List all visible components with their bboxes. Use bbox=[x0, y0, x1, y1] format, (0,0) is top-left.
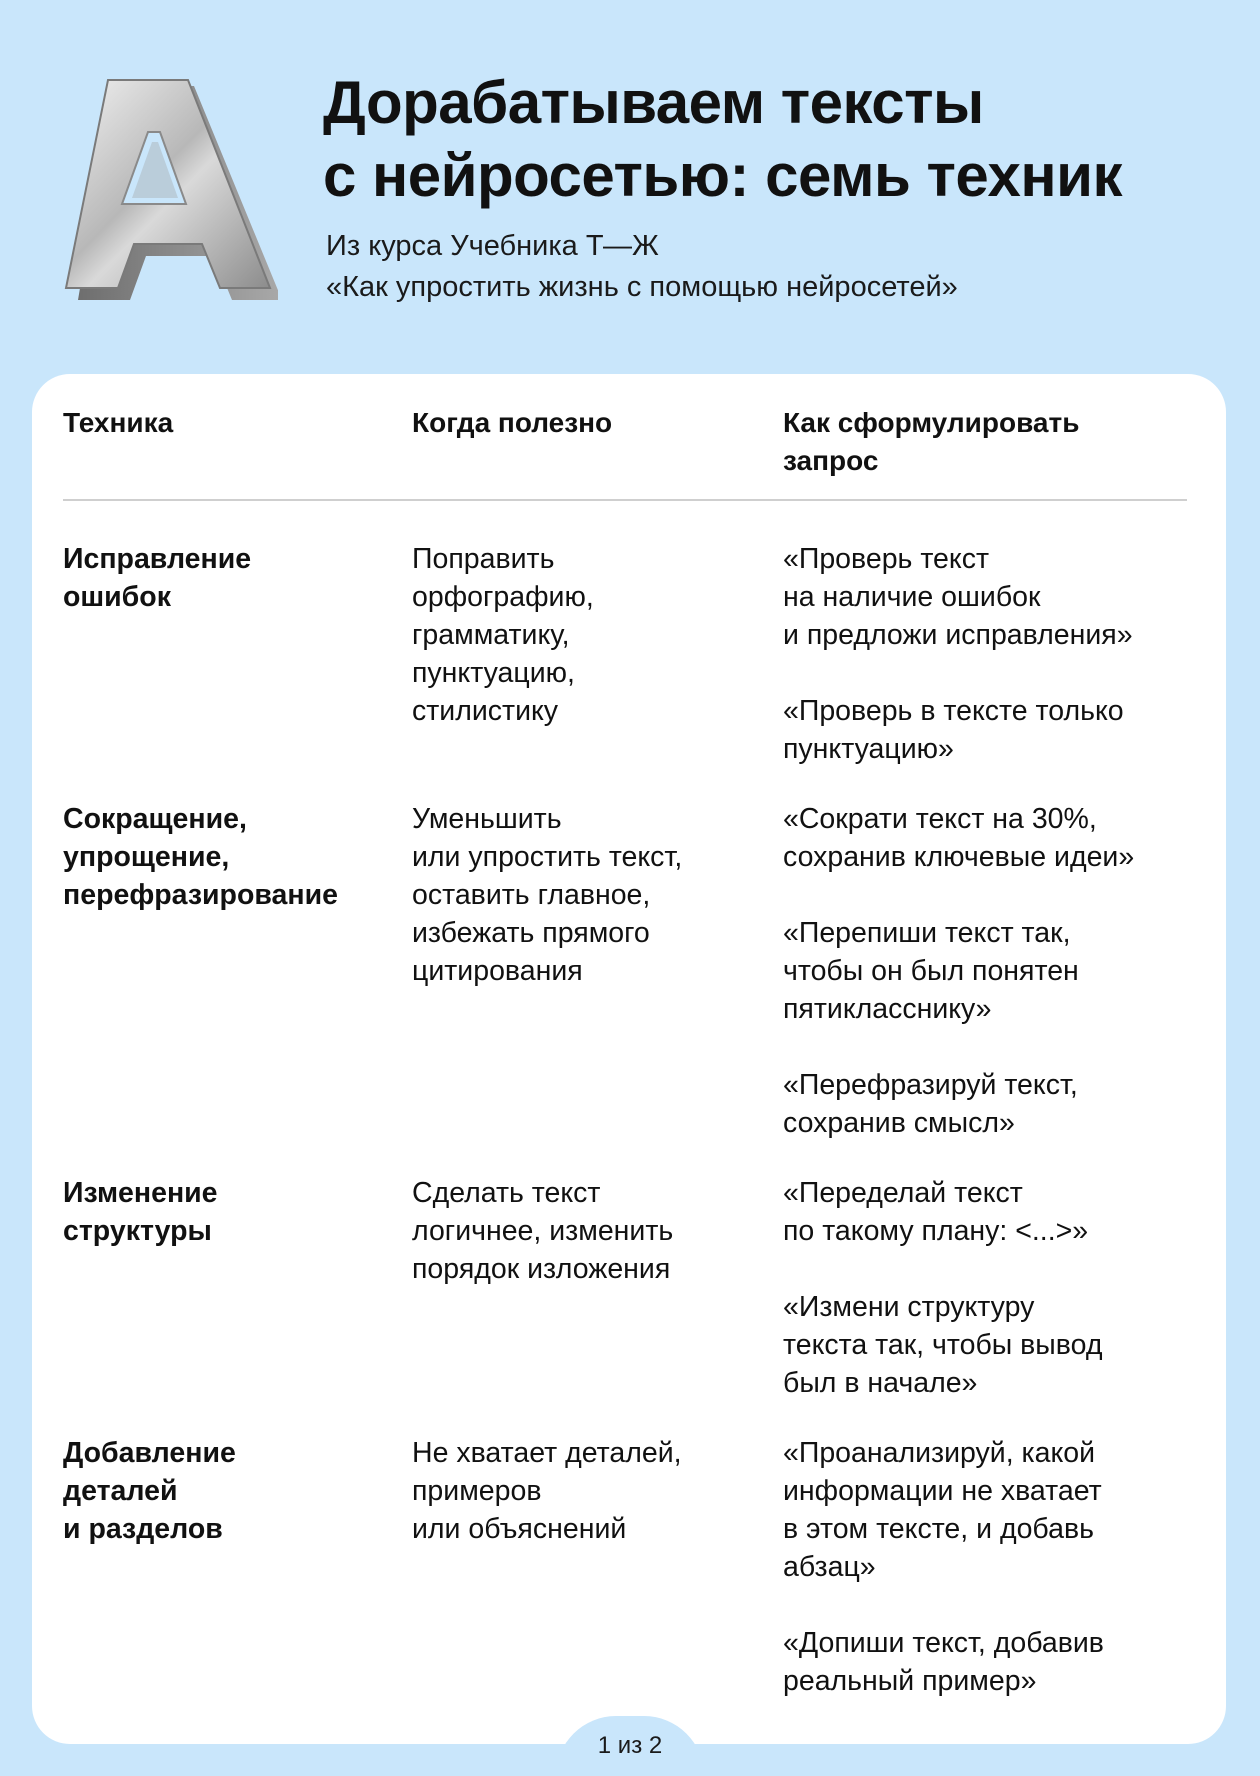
when-line: или упростить текст, bbox=[412, 841, 683, 873]
header-when: Когда полезно bbox=[412, 407, 613, 438]
prompts-cell bbox=[783, 1174, 1193, 1402]
when-line: орфографию, bbox=[412, 581, 594, 613]
when-line: Уменьшить bbox=[412, 803, 562, 835]
when-cell bbox=[412, 1174, 772, 1288]
header-how bbox=[783, 404, 1193, 480]
when-line: пунктуацию, bbox=[412, 657, 575, 689]
technique-line: деталей bbox=[63, 1475, 178, 1507]
technique-line: перефразирование bbox=[63, 879, 338, 911]
page-indicator: 1 из 2 bbox=[556, 1716, 704, 1776]
prompt-line: «Перепиши текст так, bbox=[783, 917, 1071, 949]
technique-line: ошибок bbox=[63, 581, 171, 613]
prompt-example bbox=[783, 1066, 1193, 1142]
letter-a-3d-icon bbox=[48, 72, 278, 307]
technique-line: Добавление bbox=[63, 1437, 236, 1469]
when-line: логичнее, изменить bbox=[412, 1215, 674, 1247]
technique-line: Исправление bbox=[63, 543, 252, 575]
prompt-line: «Проанализируй, какой bbox=[783, 1437, 1096, 1469]
when-line: примеров bbox=[412, 1475, 542, 1507]
prompt-example bbox=[783, 1434, 1193, 1586]
technique-line: Изменение bbox=[63, 1177, 218, 1209]
prompt-line: «Переделай текст bbox=[783, 1177, 1023, 1209]
when-line: порядок изложения bbox=[412, 1253, 671, 1285]
prompt-line: сохранив смысл» bbox=[783, 1107, 1015, 1139]
prompt-example bbox=[783, 1174, 1193, 1250]
page-subtitle bbox=[326, 226, 1226, 308]
prompt-line: «Проверь в тексте только bbox=[783, 695, 1124, 727]
subtitle-line: «Как упростить жизнь с помощью нейросетей» bbox=[326, 271, 958, 303]
header-technique: Техника bbox=[63, 407, 174, 438]
when-cell bbox=[412, 800, 772, 990]
prompt-example bbox=[783, 800, 1193, 876]
technique-cell bbox=[63, 1434, 403, 1548]
header-how-line: запрос bbox=[783, 445, 879, 476]
prompt-example bbox=[783, 540, 1193, 654]
prompts-cell bbox=[783, 540, 1193, 768]
header-how-line: Как сформулировать bbox=[783, 407, 1080, 438]
prompt-line: пунктуацию» bbox=[783, 733, 954, 765]
prompt-line: пятикласснику» bbox=[783, 993, 992, 1025]
when-line: стилистику bbox=[412, 695, 559, 727]
technique-cell bbox=[63, 1174, 403, 1250]
prompt-line: информации не хватает bbox=[783, 1475, 1102, 1507]
prompt-example bbox=[783, 692, 1193, 768]
prompt-line: реальный пример» bbox=[783, 1665, 1037, 1697]
prompt-line: «Сократи текст на 30%, bbox=[783, 803, 1097, 835]
when-line: цитирования bbox=[412, 955, 583, 987]
prompt-example bbox=[783, 1288, 1193, 1402]
technique-cell bbox=[63, 540, 403, 616]
when-line: Поправить bbox=[412, 543, 555, 575]
prompt-example bbox=[783, 1624, 1193, 1700]
prompt-line: «Измени структуру bbox=[783, 1291, 1035, 1323]
when-cell bbox=[412, 1434, 772, 1548]
technique-cell bbox=[63, 800, 403, 914]
prompt-line: «Перефразируй текст, bbox=[783, 1069, 1078, 1101]
prompts-cell bbox=[783, 1434, 1193, 1700]
when-line: или объяснений bbox=[412, 1513, 627, 1545]
when-line: оставить главное, bbox=[412, 879, 651, 911]
prompt-line: был в начале» bbox=[783, 1367, 978, 1399]
technique-line: структуры bbox=[63, 1215, 212, 1247]
prompt-line: сохранив ключевые идеи» bbox=[783, 841, 1135, 873]
title-line: Дорабатываем тексты bbox=[323, 69, 984, 136]
when-cell bbox=[412, 540, 772, 730]
title-line: с нейросетью: семь техник bbox=[323, 142, 1123, 209]
table-header bbox=[63, 404, 1187, 501]
when-line: Сделать текст bbox=[412, 1177, 601, 1209]
prompt-line: на наличие ошибок bbox=[783, 581, 1041, 613]
technique-line: и разделов bbox=[63, 1513, 223, 1545]
techniques-table-card bbox=[32, 374, 1226, 1744]
prompt-line: чтобы он был понятен bbox=[783, 955, 1079, 987]
when-line: избежать прямого bbox=[412, 917, 650, 949]
technique-line: Сокращение, bbox=[63, 803, 247, 835]
subtitle-line: Из курса Учебника Т—Ж bbox=[326, 230, 659, 262]
prompt-line: текста так, чтобы вывод bbox=[783, 1329, 1103, 1361]
prompt-line: и предложи исправления» bbox=[783, 619, 1133, 651]
prompt-line: по такому плану: <...>» bbox=[783, 1215, 1089, 1247]
prompt-line: абзац» bbox=[783, 1551, 876, 1583]
prompt-line: в этом тексте, и добавь bbox=[783, 1513, 1094, 1545]
technique-line: упрощение, bbox=[63, 841, 230, 873]
when-line: грамматику, bbox=[412, 619, 570, 651]
prompt-example bbox=[783, 914, 1193, 1028]
prompt-line: «Допиши текст, добавив bbox=[783, 1627, 1104, 1659]
prompt-line: «Проверь текст bbox=[783, 543, 989, 575]
when-line: Не хватает деталей, bbox=[412, 1437, 682, 1469]
page-title bbox=[323, 66, 1223, 212]
prompts-cell bbox=[783, 800, 1193, 1142]
